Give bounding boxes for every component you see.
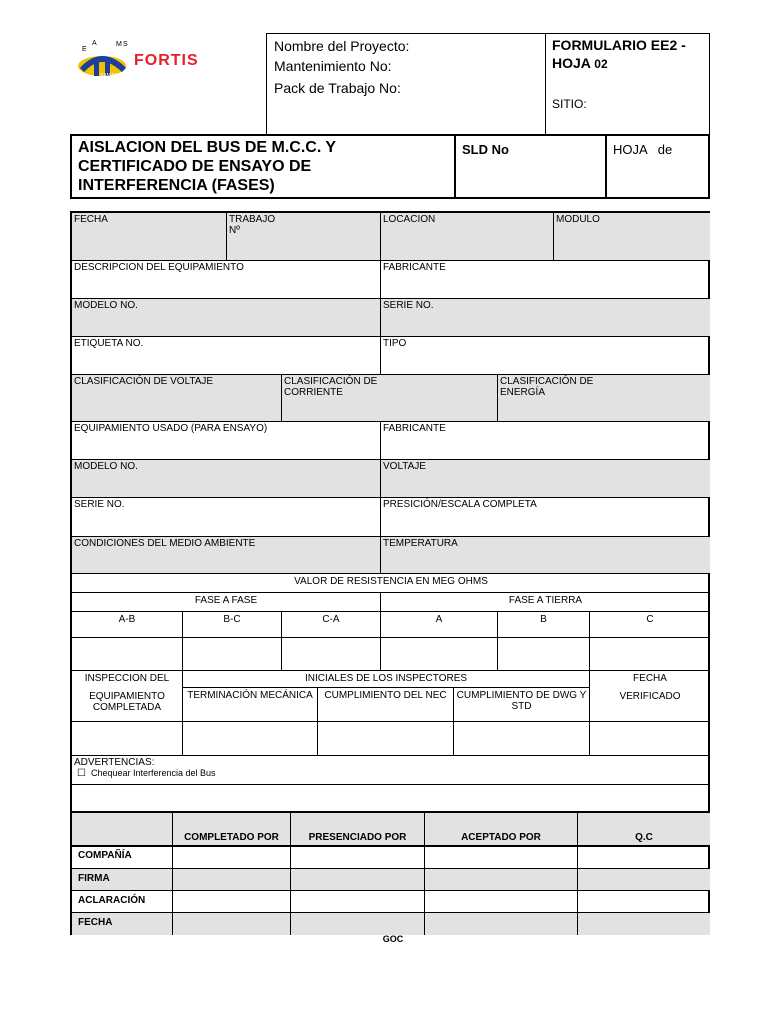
field-fabricante-equipo[interactable] [381, 422, 710, 460]
cumplimiento-dwg-header [454, 688, 590, 722]
col-b-text: B [540, 614, 547, 625]
inspeccion-line2: EQUIPAMIENTO COMPLETADA [89, 691, 165, 713]
form-sheet-label: HOJA [552, 55, 595, 71]
resistance-title [72, 574, 710, 593]
field-voltaje[interactable] [381, 460, 710, 498]
descripcion-label: DESCRIPCION DEL EQUIPAMIENTO [74, 262, 244, 273]
advertencias-notes[interactable] [72, 785, 710, 813]
project-name-label: Nombre del Proyecto: [274, 38, 410, 54]
sig-compania-aceptado[interactable] [425, 847, 578, 869]
advertencias-label: ADVERTENCIAS: [74, 757, 155, 768]
sig-fecha-presenciado[interactable] [291, 913, 425, 935]
site-label: SITIO: [552, 97, 587, 111]
work-pack-label: Pack de Trabajo No: [274, 80, 401, 96]
form-sheet-number: 02 [594, 57, 608, 71]
field-trabajo[interactable] [227, 213, 381, 261]
sig-firma-presenciado[interactable] [291, 869, 425, 891]
field-condiciones[interactable] [72, 537, 381, 574]
iniciales-text: INICIALES DE LOS INSPECTORES [304, 673, 468, 684]
fecha-label: FECHA [74, 214, 108, 225]
fabricante-label: FABRICANTE [383, 262, 446, 273]
sig-col-aceptado [425, 813, 578, 847]
value-bc[interactable] [183, 638, 282, 671]
modelo-equipo-label: MODELO NO. [74, 461, 138, 472]
field-clas-voltaje[interactable] [72, 375, 282, 422]
field-modelo-equipo[interactable] [72, 460, 381, 498]
form-main-title [78, 138, 336, 195]
inspeccion-value[interactable] [72, 722, 183, 756]
sig-aclaracion-qc[interactable] [578, 891, 710, 913]
sig-fecha-qc[interactable] [578, 913, 710, 935]
modulo-label: MODULO [556, 214, 600, 225]
value-c[interactable] [590, 638, 710, 671]
sig-compania-qc[interactable] [578, 847, 710, 869]
form-sheet [552, 55, 608, 71]
field-serie-equipo[interactable] [72, 498, 381, 537]
temperatura-label: TEMPERATURA [383, 538, 458, 549]
field-serie[interactable] [381, 299, 710, 337]
logo-letter-m: M [116, 41, 122, 48]
sig-aclaracion-presenciado[interactable] [291, 891, 425, 913]
field-clas-energia[interactable] [498, 375, 710, 422]
sig-col-completado-text: COMPLETADO POR [184, 832, 279, 843]
field-descripcion[interactable] [72, 261, 381, 299]
equip-usado-label: EQUIPAMIENTO USADO (PARA ENSAYO) [74, 423, 268, 434]
fabricante-equipo-label: FABRICANTE [383, 423, 446, 434]
sig-aclaracion-aceptado[interactable] [425, 891, 578, 913]
col-c [590, 612, 710, 638]
condiciones-label: CONDICIONES DEL MEDIO AMBIENTE [74, 538, 256, 549]
cumplimiento-nec-text: CUMPLIMIENTO DEL NEC [324, 690, 447, 701]
fase-a-fase-header [72, 593, 381, 612]
col-ca-text: C-A [322, 614, 340, 625]
cumplimiento-nec-header [318, 688, 454, 722]
sig-row-firma [72, 869, 173, 891]
sig-col-presenciado-text: PRESENCIADO POR [308, 832, 407, 843]
col-bc-text: B-C [223, 614, 241, 625]
modelo-label: MODELO NO. [74, 300, 138, 311]
advertencias-item [77, 768, 708, 779]
field-etiqueta[interactable] [72, 337, 381, 375]
col-bc [183, 612, 282, 638]
fase-a-tierra-header [381, 593, 710, 612]
logo-letter-a: A [92, 40, 97, 47]
terminacion-header [183, 688, 318, 722]
sig-col-completado [173, 813, 291, 847]
value-b[interactable] [498, 638, 590, 671]
sig-row-firma-text: FIRMA [78, 873, 110, 884]
sig-compania-completado[interactable] [173, 847, 291, 869]
col-a [381, 612, 498, 638]
tipo-label: TIPO [383, 338, 407, 349]
sig-aclaracion-completado[interactable] [173, 891, 291, 913]
voltaje-label: VOLTAJE [383, 461, 426, 472]
sig-row-compania [72, 847, 173, 869]
value-ab[interactable] [72, 638, 183, 671]
maintenance-no-label: Mantenimiento No: [274, 58, 392, 74]
sig-fecha-completado[interactable] [173, 913, 291, 935]
col-ab-text: A-B [118, 614, 136, 625]
etiqueta-label: ETIQUETA NO. [74, 338, 144, 349]
terminacion-text: TERMINACIÓN MECÁNICA [187, 690, 313, 701]
logo-letter-s: S [123, 41, 128, 48]
fecha-verificado-line1: FECHA [633, 673, 667, 684]
clas-voltaje-label: CLASIFICACIÓN DE VOLTAJE [74, 376, 214, 387]
col-ab [72, 612, 183, 638]
fecha-verificado-header [590, 671, 710, 722]
form-title: FORMULARIO EE2 - [552, 37, 686, 53]
form-main-title-line1: AISLACION DEL BUS DE M.C.C. Y [78, 139, 337, 156]
trabajo-label: TRABAJO Nº [229, 214, 276, 236]
form-main-title-line3: INTERFERENCIA (FASES) [78, 177, 275, 194]
value-a[interactable] [381, 638, 498, 671]
sig-col-aceptado-text: ACEPTADO POR [461, 832, 541, 843]
sig-firma-qc[interactable] [578, 869, 710, 891]
field-presicion[interactable] [381, 498, 710, 537]
sig-corner [72, 813, 173, 847]
logo-sub: SAMAR [100, 73, 118, 79]
sig-row-aclaracion-text: ACLARACIÓN [78, 895, 146, 906]
cumplimiento-dwg-text: CUMPLIMIENTO DE DWG Y STD [456, 690, 587, 712]
advertencias-item-text: Chequear Interferencia del Bus [90, 768, 216, 778]
advertencias-section [72, 756, 710, 785]
col-c-text: C [646, 614, 654, 625]
fecha-verificado-value[interactable] [590, 722, 710, 756]
logo-letter-e: E [82, 46, 87, 53]
terminacion-value[interactable] [183, 722, 318, 756]
col-b [498, 612, 590, 638]
field-equip-usado[interactable] [72, 422, 381, 460]
fase-a-fase-text: FASE A FASE [194, 595, 258, 606]
sld-no-label: SLD No [462, 142, 509, 157]
col-a-text: A [435, 614, 443, 625]
serie-equipo-label: SERIE NO. [74, 499, 125, 510]
sig-fecha-aceptado[interactable] [425, 913, 578, 935]
logo-brand: FORTIS [134, 52, 199, 69]
fecha-verificado-line2: VERIFICADO [619, 691, 681, 702]
sig-compania-presenciado[interactable] [291, 847, 425, 869]
col-ca [282, 612, 381, 638]
checkbox-icon[interactable]: ☐ [77, 768, 86, 779]
field-modelo[interactable] [72, 299, 381, 337]
sig-col-qc [578, 813, 710, 847]
sig-row-fecha [72, 913, 173, 935]
sig-firma-aceptado[interactable] [425, 869, 578, 891]
field-temperatura[interactable] [381, 537, 710, 574]
inspeccion-line1: INSPECCION DEL [84, 673, 170, 684]
form-main-title-line2: CERTIFICADO DE ENSAYO DE [78, 158, 312, 175]
field-modulo[interactable] [554, 213, 710, 261]
sig-row-aclaracion [72, 891, 173, 913]
field-clas-corriente[interactable] [282, 375, 498, 422]
field-locacion[interactable] [381, 213, 554, 261]
footer-code: GOC [382, 934, 404, 944]
iniciales-header [183, 671, 590, 688]
field-tipo[interactable] [381, 337, 710, 375]
company-logo [72, 38, 202, 84]
clas-energia-label: CLASIFICACIÓN DE ENERGÍA [500, 376, 594, 398]
cumplimiento-dwg-value[interactable] [454, 722, 590, 756]
main-form [70, 211, 710, 935]
field-fabricante[interactable] [381, 261, 710, 299]
sig-row-compania-text: COMPAÑÍA [78, 850, 132, 861]
field-fecha[interactable] [72, 213, 227, 261]
presicion-label: PRESICIÓN/ESCALA COMPLETA [383, 499, 537, 510]
clas-corriente-label: CLASIFICACIÓN DE CORRIENTE [284, 376, 378, 398]
serie-label: SERIE NO. [383, 300, 434, 311]
sig-col-presenciado [291, 813, 425, 847]
sig-row-fecha-text: FECHA [78, 917, 113, 928]
fase-a-tierra-text: FASE A TIERRA [508, 595, 583, 606]
value-ca[interactable] [282, 638, 381, 671]
inspeccion-header [72, 671, 183, 722]
resistance-title-text: VALOR DE RESISTENCIA EN MEG OHMS [294, 576, 488, 587]
sig-col-qc-text: Q.C [635, 832, 653, 843]
sheet-of-label: HOJA de [613, 142, 673, 157]
sig-firma-completado[interactable] [173, 869, 291, 891]
cumplimiento-nec-value[interactable] [318, 722, 454, 756]
locacion-label: LOCACION [383, 214, 436, 225]
